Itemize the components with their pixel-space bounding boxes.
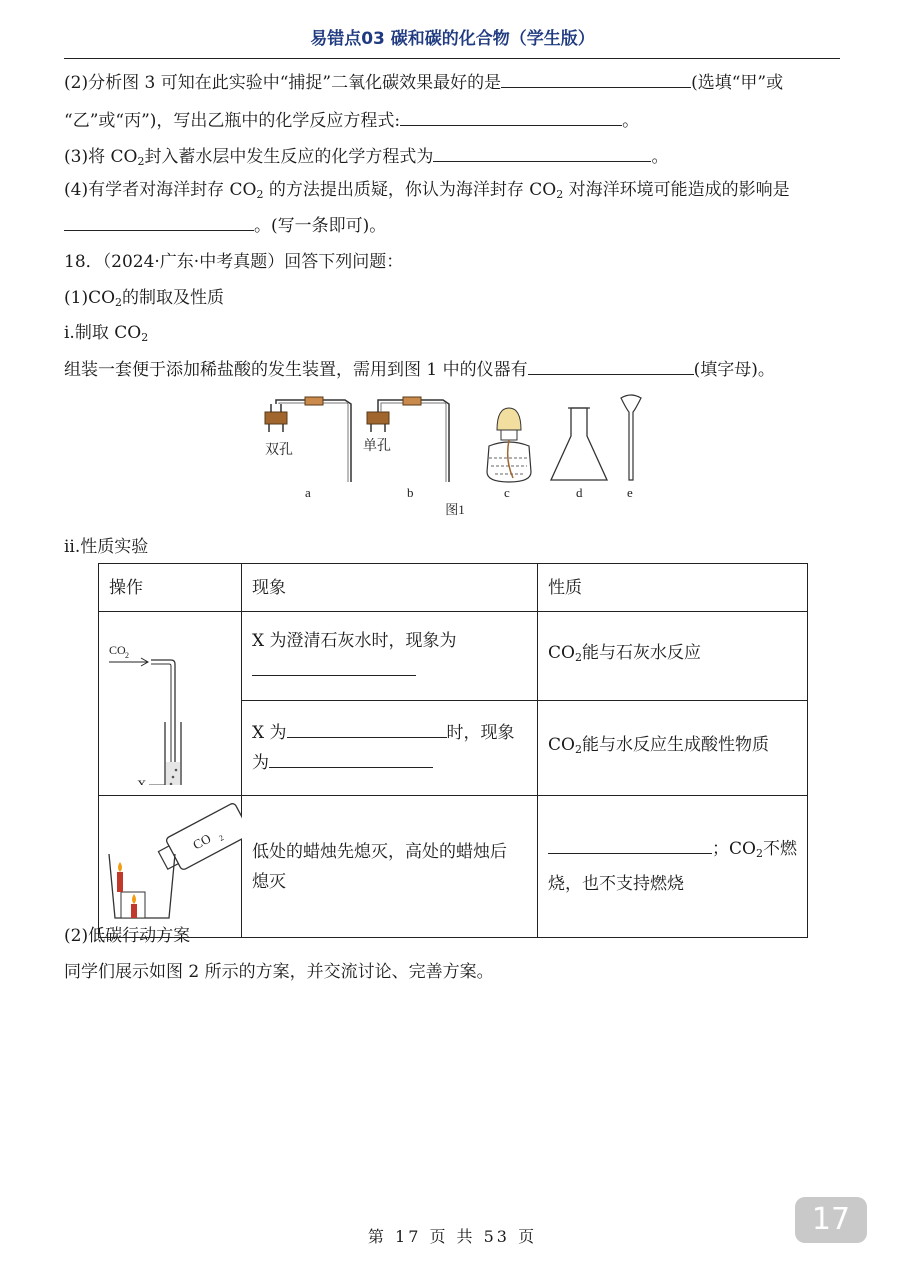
q17-p2-text-a: (2)分析图 3 可知在此实验中“捕捉”二氧化碳效果最好的是: [64, 73, 502, 93]
q18-s1i-question-text: 组装一套便于添加稀盐酸的发生装置，需用到图 1 中的仪器有: [64, 360, 528, 380]
q17-part4-line1: [64, 178, 790, 207]
letter-a: a: [305, 485, 311, 500]
apparatus-d-conical-flask: [551, 408, 607, 500]
q17-part3: [64, 144, 668, 174]
q17-p4-text-b: 的方法提出质疑，你认为海洋封存 CO: [263, 180, 557, 200]
row1-co: CO: [548, 643, 575, 664]
row2-x-blank[interactable]: [287, 720, 447, 738]
q17-p4-text-c: 对海洋环境可能造成的影响是: [563, 180, 790, 200]
table-header-row: [99, 564, 808, 612]
q18-s1i-question: [64, 357, 775, 382]
row3-property: [538, 796, 808, 938]
header-operation: 操作: [99, 564, 242, 612]
row2-property-text: 能与水反应生成酸性物质: [581, 735, 769, 756]
q17-p2-answer-blank-1[interactable]: [501, 70, 691, 88]
q18-section1ii-heading: ii.性质实验: [64, 537, 149, 557]
row3-property-b: 不燃: [762, 839, 797, 859]
figure-1-apparatus: [255, 390, 655, 520]
co2-candles-diagram: [99, 796, 242, 927]
property-experiment-table: [98, 563, 808, 938]
q17-p4-text-d: 。(写一条即可)。: [254, 216, 387, 236]
letter-e: e: [627, 485, 633, 500]
row2-property: [538, 700, 808, 795]
q17-p2-text-c: “乙”或“丙”)，写出乙瓶中的化学反应方程式:: [64, 111, 401, 131]
page-number-badge: 17: [795, 1197, 867, 1243]
q17-part4-line2: [64, 213, 386, 238]
header-divider: [64, 58, 840, 59]
row2-co: CO: [548, 735, 575, 756]
tube-co2-sub: 2: [125, 651, 129, 660]
q18-section1-heading: [64, 286, 224, 315]
q17-p3-text-b: 封入蓄水层中发生反应的化学方程式为: [144, 147, 434, 167]
q18-s1i-sub: 2: [141, 331, 149, 344]
table-row-1: [99, 612, 808, 701]
apparatus-e-funnel: [621, 395, 641, 500]
q17-p3-period: 。: [651, 147, 669, 167]
row1-property: [538, 612, 808, 701]
apparatus-c-alcohol-lamp: [487, 408, 531, 500]
q17-p3-answer-blank[interactable]: [433, 144, 651, 162]
tube-x-label: X: [137, 777, 147, 785]
row3-property-a: ；CO: [712, 839, 756, 859]
q17-p2-period: 。: [622, 111, 640, 131]
q18-section2-text: 同学们展示如图 2 所示的方案，并交流讨论、完善方案。: [64, 962, 494, 982]
row3-sub: 2: [755, 847, 763, 860]
q18-s1-text-a: (1)CO: [64, 288, 116, 308]
q18-s1-text-b: 的制取及性质: [122, 288, 225, 308]
row3-property-c: 烧，也不支持燃烧: [548, 874, 684, 894]
q18-s1i-text: i.制取 CO: [64, 323, 142, 343]
q18-section2-heading: (2)低碳行动方案: [64, 926, 191, 946]
q17-p4-sub-2: 2: [556, 188, 564, 201]
row2-sub: 2: [574, 743, 582, 757]
label-two-hole: 双孔: [265, 443, 293, 458]
row3-property-blank[interactable]: [548, 836, 712, 854]
q18-s1i-answer-blank[interactable]: [528, 357, 694, 375]
row3-phenomenon-b: 熄灭: [252, 871, 286, 892]
operation-cell-test-tube: [99, 612, 242, 796]
letter-c: c: [504, 485, 510, 500]
row2-text-b: 时，现象: [446, 722, 515, 743]
apparatus-b-one-hole-stopper: [363, 397, 449, 500]
row1-phenomenon: [242, 612, 538, 701]
q18-section1i-heading: [64, 321, 148, 350]
q18-s1i-tail: (填字母)。: [693, 360, 775, 380]
row2-text-a: X 为: [252, 722, 287, 743]
tube-co2-label: CO: [109, 643, 126, 657]
table-row-3: [99, 796, 808, 938]
q17-p2-answer-blank-2[interactable]: [400, 108, 622, 126]
header-phenomenon: 现象: [242, 564, 538, 612]
q17-p4-answer-blank[interactable]: [64, 213, 254, 231]
row1-property-text: 能与石灰水反应: [581, 643, 701, 664]
figure-1-caption: 图1: [445, 502, 465, 517]
row3-phenomenon: [242, 796, 538, 938]
row1-phenomenon-text: X 为澄清石灰水时，现象为: [252, 630, 457, 651]
row1-phenomenon-blank[interactable]: [252, 658, 416, 676]
row2-text-c: 为: [252, 752, 269, 773]
co2-test-tube-diagram: [99, 612, 242, 785]
bottle-co2-sub: 2: [217, 833, 226, 843]
label-one-hole: 单孔: [363, 439, 391, 454]
bottle-co2-label: CO: [190, 830, 214, 853]
q17-p4-text-a: (4)有学者对海洋封存 CO: [64, 180, 257, 200]
q18-s1-sub: 2: [115, 296, 123, 309]
q17-part2-line1: [64, 70, 783, 95]
q17-p3-sub: 2: [137, 155, 145, 168]
q17-p4-sub-1: 2: [256, 188, 264, 201]
operation-cell-candles: [99, 796, 242, 938]
row2-phenomenon-blank[interactable]: [269, 750, 433, 768]
header-property: 性质: [538, 564, 808, 612]
q17-p3-text-a: (3)将 CO: [64, 147, 138, 167]
row1-sub: 2: [574, 651, 582, 665]
page-footer: 第 17 页 共 53 页: [367, 1227, 538, 1246]
letter-b: b: [407, 485, 414, 500]
letter-d: d: [576, 485, 583, 500]
apparatus-a-two-hole-stopper: [265, 397, 351, 500]
q18-title: 18．（2024·广东·中考真题）回答下列问题：: [64, 252, 404, 272]
q17-part2-line2: [64, 108, 639, 133]
row2-phenomenon: [242, 700, 538, 795]
row3-phenomenon-a: 低处的蜡烛先熄灭，高处的蜡烛后: [252, 841, 507, 862]
q17-p2-text-b: (选填“甲”或: [691, 73, 784, 93]
page-header-title: 易错点03 碳和碳的化合物（学生版）: [310, 29, 595, 49]
